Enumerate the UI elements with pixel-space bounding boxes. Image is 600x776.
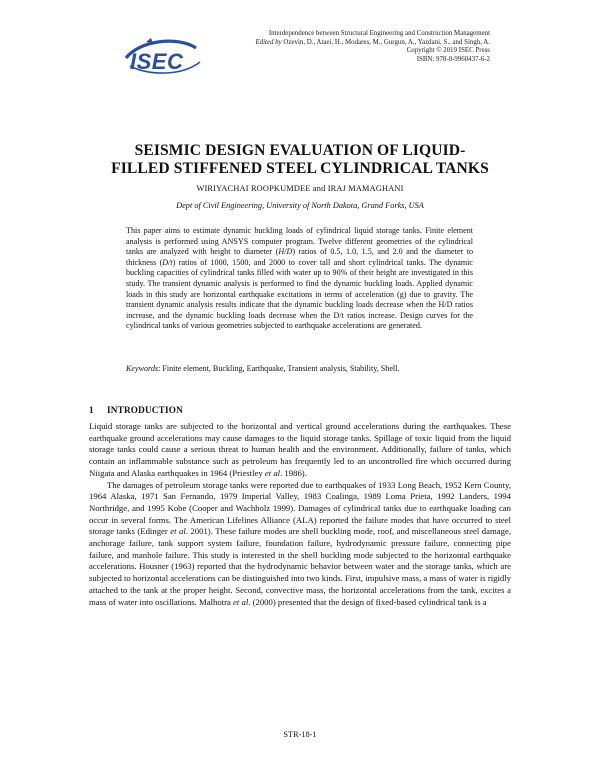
paragraph-2 <box>89 480 511 609</box>
logo-text: ISEC <box>130 49 184 74</box>
section-title: INTRODUCTION <box>107 405 183 415</box>
p1-text-b: . 1986). <box>280 467 307 478</box>
abstract-part-2: ) ratios of 0.5, 1.0, 1.5, and 2.0 and the diameter to thickness ( <box>126 247 473 267</box>
isbn-line: ISBN: 978-0-9960437-6-2 <box>416 55 490 63</box>
section-number: 1 <box>89 405 94 415</box>
copyright-line: Copyright © 2019 ISEC Press <box>406 47 490 55</box>
keywords-values: : Finite element, Buckling, Earthquake, Transient analysis, Stability, Shell. <box>158 364 400 373</box>
keywords <box>126 364 473 375</box>
paragraph-1 <box>89 421 511 480</box>
paper-affiliation: Dept of Civil Engineering, University of North Dakota, Grand Forks, USA <box>176 201 424 210</box>
p2-text-c: . (2000) presented that the design of fixed-based cylindrical tank is a <box>248 596 487 607</box>
title-line-1: SEISMIC DESIGN EVALUATION OF LIQUID- <box>134 142 466 159</box>
abstract-part-1: This paper aims to estimate dynamic buckling loads of cylindrical liquid storage tanks. Finite element analysis is performed using ANSYS computer program. Twelve different geometries of the cylindrical tanks are analyzed with height to diameter ( <box>126 226 473 257</box>
isec-logo <box>116 36 208 82</box>
p1-text-a: Liquid storage tanks are subjected to the horizontal and vertical ground accelerations during the earthquakes. These earthquake ground accelerations may cause damages to the liquid storage tanks. Spillage of toxic liquid from the liquid storage tanks could cause a serious threat to human health and the environment. Additionally, failure of tanks, which contain an inflammable substance such as petroleum has frequently led to an uncontrolled fire which occurred during Niigata and Alaska earthquakes in 1964 (Priestley <box>89 421 511 478</box>
p2-text-b: . 2001). These failure modes are shell buckling mode, roof, and miscellaneous steel damage, anchorage failure, tank support system failure, foundation failure, hydrodynamic pressure failure, connecting pipe failure, and manhole failure. This study is interested in the shell buckling mode subjected to the horizontal earthquake accelerations. Housner (1963) reported that the hydrodynamic behavior between water and the storage tanks, which are subjected to horizontal accelerations can be distinguished into two kinds. First, impulsive mass, a mass of water is rigidly attached to the tank at the proper height. Second, convective mass, the horizontal accelerations from the tank, excites a mass of water into oscillations. Malhotra <box>89 526 511 607</box>
title-line-2: FILLED STIFFENED STEEL CYLINDRICAL TANKS <box>111 160 489 177</box>
p2-text-a: The damages of petroleum storage tanks were reported due to earthquakes of 1933 Long Beach, 1952 Kern County, 1964 Alaska, 1971 San Fernando, 1979 Imperial Valley, 1983 Coalinga, 1989 Loma Prieta, 1992 Landers, 1994 Northridge, and 1995 Kobe (Cooper and Wachholz 1999). Damages of cylindrical tanks due to earthquake loading can occur in several forms. The American Lifelines Alliance (ALA) reported the failure modes that have occurred to steel storage tanks (Edinger <box>89 479 511 537</box>
abstract-part-3: ) ratios of 1000, 1500, and 2000 to cover tall and short cylindrical tanks. The dynamic buckling capacities of cylindrical tanks filled with water up to 90% of their height are investigated in this study. The transient dynamic analysis is performed to find the dynamic buckling loads. Applied dynamic loads in this study are horizontal earthquake excitations in terms of acceleration (g) due to gravity. The transient dynamic analysis results indicate that the dynamic buckling loads decrease when the H/D ratios increase, and the dynamic buckling loads decrease when the D/t ratios increase. Design curves for the cylindrical tanks of various geometries subjected to earthquake accelerations are generated. <box>126 257 473 331</box>
paper-title <box>60 142 540 178</box>
p2-et-al-2: et al <box>233 596 249 607</box>
conference-name: Interdependence between Structural Engineering and Construction Management <box>268 30 490 37</box>
header-meta <box>206 30 490 64</box>
p1-et-al: et al <box>264 467 281 478</box>
abstract-dt-symbol: D/t <box>162 257 173 267</box>
page-number: STR-18-1 <box>283 730 317 739</box>
section-heading-introduction <box>89 405 183 415</box>
p2-et-al-1: et al <box>170 526 186 537</box>
editors-names: Ozevin, D., Ataei, H., Modares, M., Gurgun, A., Yazdani, S., and Singh, A. <box>283 38 490 46</box>
keywords-label: Keywords <box>126 364 159 373</box>
abstract <box>126 226 473 332</box>
edited-by-label: Edited by <box>255 38 282 46</box>
paper-authors: WIRIYACHAI ROOPKUMDEE and IRAJ MAMAGHANI <box>196 184 404 193</box>
body-text <box>89 421 511 608</box>
abstract-hd-symbol: H/D <box>278 247 293 257</box>
editors-line <box>206 39 490 48</box>
